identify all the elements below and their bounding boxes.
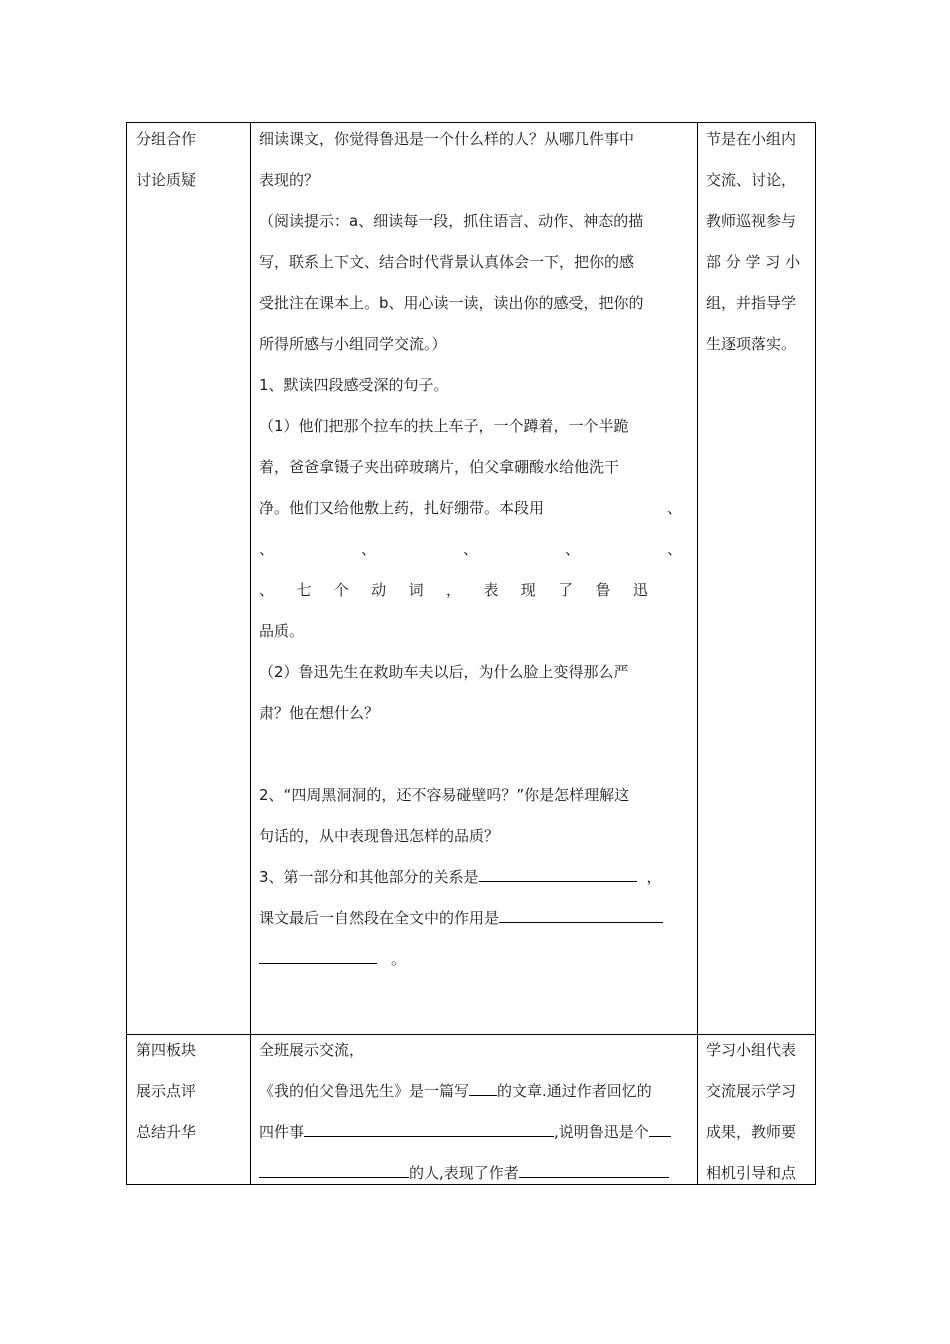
summary-char: 动 — [371, 581, 387, 599]
reading-hint-line: （阅读提示：a、细读每一段，抓住语言、动作、神态的描 — [259, 212, 644, 230]
table-divider-2 — [697, 122, 698, 1185]
question-1: 1、默读四段感受深的句子。 — [259, 376, 449, 394]
stage-label-line: 展示点评 — [136, 1082, 197, 1100]
table-border-left — [126, 122, 127, 1185]
teacher-note-line: 生逐项落实。 — [706, 335, 797, 353]
summary-char: 词 — [408, 581, 424, 599]
question-3-line — [259, 898, 690, 939]
answer-blank — [499, 902, 663, 923]
verb-separator: 、 — [666, 540, 682, 558]
answer-blank — [304, 1116, 554, 1137]
summary-char: 迅 — [632, 581, 648, 599]
reading-hint-line: 受批注在课本上。b、用心读一读，读出你的感受，把你的 — [259, 294, 644, 312]
verb-separator: 、 — [564, 540, 580, 558]
content-cell-presentation — [259, 1030, 690, 1194]
stage-label-line: 分组合作 — [136, 130, 197, 148]
stage-cell-group-discussion — [136, 119, 244, 201]
verb-separator: 、 — [666, 499, 682, 517]
stage-label-line: 第四板块 — [136, 1041, 197, 1059]
answer-blank — [479, 861, 637, 882]
question-1-1-line: （1）他们把那个拉车的扶上车子，一个蹲着，一个半跪 — [259, 417, 629, 435]
table-divider-1 — [250, 122, 251, 1185]
question-1-2-line: 肃？他在想什么？ — [259, 704, 380, 722]
verb-summary-row — [259, 570, 690, 611]
question-2-line: 2、“四周黑洞洞的，还不容易碰壁吗？”你是怎样理解这 — [259, 786, 630, 804]
teacher-note-line: 交流展示学习 — [706, 1082, 797, 1100]
teacher-note-line: 组，并指导学 — [706, 294, 797, 312]
answer-space — [259, 734, 690, 775]
teacher-note-line: 教师巡视参与 — [706, 212, 797, 230]
intro-line: 细读课文，你觉得鲁迅是一个什么样的人？从哪几件事中 — [259, 130, 635, 148]
answer-blank — [259, 1157, 409, 1178]
summary-char: 表 — [483, 581, 499, 599]
presentation-line — [259, 1112, 690, 1153]
reading-hint-line: 写，联系上下文、结合时代背景认真体会一下，把你的感 — [259, 253, 635, 271]
stage-label-line: 讨论质疑 — [136, 171, 197, 189]
punctuation: 。 — [391, 950, 407, 968]
question-3-line — [259, 939, 690, 980]
teacher-note-line: 部 分 学 习 小 — [706, 253, 801, 271]
verb-separator: 、 — [360, 540, 376, 558]
teacher-note-line: 相机引导和点 — [706, 1164, 797, 1182]
presentation-text: ,说明鲁迅是个 — [554, 1123, 649, 1141]
presentation-text: 《我的伯父鲁迅先生》是一篇写 — [259, 1082, 470, 1100]
summary-char: 现 — [520, 581, 536, 599]
summary-char: 鲁 — [595, 581, 611, 599]
summary-char: 、 — [259, 581, 275, 599]
verb-blank-row — [259, 529, 690, 570]
answer-blank — [649, 1116, 671, 1137]
question-1-1-verbs-line — [259, 488, 690, 529]
presentation-text: 四件事 — [259, 1123, 305, 1141]
answer-blank — [259, 943, 377, 964]
teacher-note-line: 交流、讨论， — [706, 171, 797, 189]
summary-char: ， — [445, 581, 461, 599]
answer-blank — [519, 1157, 669, 1178]
summary-char: 个 — [333, 581, 349, 599]
verb-separator: 、 — [259, 540, 275, 558]
presentation-line — [259, 1071, 690, 1112]
question-3-text: 课文最后一自然段在全文中的作用是 — [259, 909, 500, 927]
question-1-1-line: 着，爸爸拿镊子夹出碎玻璃片，伯父拿硼酸水给他洗干 — [259, 458, 620, 476]
teacher-note-line: 节是在小组内 — [706, 130, 797, 148]
reading-hint-line: 所得所感与小组同学交流。） — [259, 335, 447, 353]
presentation-line: 全班展示交流， — [259, 1041, 365, 1059]
question-1-end: 品质。 — [259, 622, 305, 640]
stage-label-line: 总结升华 — [136, 1123, 197, 1141]
table-border-right — [815, 122, 816, 1185]
question-3-line — [259, 857, 690, 898]
presentation-line — [259, 1153, 690, 1194]
presentation-text: 的人,表现了作者 — [409, 1164, 519, 1182]
question-1-1-line: 净。他们又给他敷上药，扎好绷带。本段用 — [259, 499, 545, 517]
question-1-2-line: （2）鲁迅先生在救助车夫以后，为什么脸上变得那么严 — [259, 663, 629, 681]
question-2-line: 句话的，从中表现鲁迅怎样的品质？ — [259, 827, 500, 845]
teacher-cell-group-discussion — [706, 119, 814, 365]
presentation-text: 的文章.通过作者回忆的 — [497, 1082, 652, 1100]
content-cell-group-discussion — [259, 119, 690, 980]
stage-cell-presentation — [136, 1030, 244, 1153]
teacher-note-line: 成果，教师要 — [706, 1123, 797, 1141]
verb-separator: 、 — [462, 540, 478, 558]
intro-line: 表现的？ — [259, 171, 320, 189]
question-3-text: 3、第一部分和其他部分的关系是 — [259, 868, 479, 886]
summary-char: 七 — [296, 581, 312, 599]
answer-blank — [469, 1075, 497, 1096]
teacher-cell-presentation — [706, 1030, 814, 1194]
punctuation: ， — [646, 868, 662, 886]
teacher-note-line: 学习小组代表 — [706, 1041, 797, 1059]
summary-char: 了 — [558, 581, 574, 599]
